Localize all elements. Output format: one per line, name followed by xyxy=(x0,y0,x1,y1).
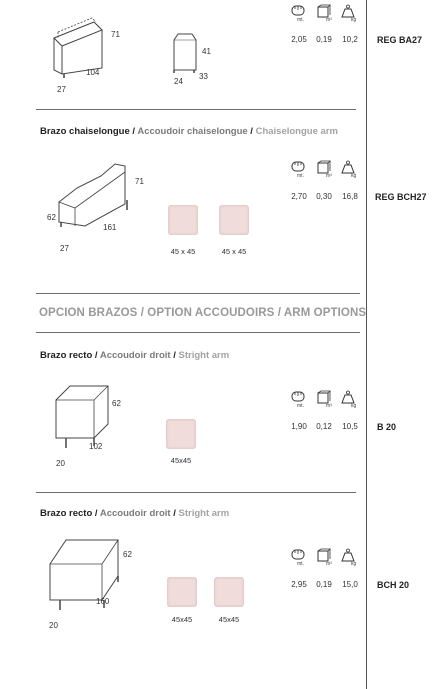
dim-side: 62 xyxy=(47,213,56,222)
box-height: 41 xyxy=(202,47,211,56)
dim-width: 102 xyxy=(89,442,103,451)
weight-icon xyxy=(341,4,361,26)
dim-height: 62 xyxy=(112,399,121,408)
volume-unit-label: m³ xyxy=(326,173,332,179)
title-es: Brazo chaiselongue xyxy=(40,126,130,137)
arm-drawing-1 xyxy=(44,8,124,88)
product-code-suffix: 27 xyxy=(412,35,423,45)
value-volume: 0,12 xyxy=(316,422,332,431)
value-weight: 16,8 xyxy=(342,192,358,201)
product-code: B 20 xyxy=(377,422,397,432)
straight-arm-long-drawing xyxy=(46,532,128,617)
volume-unit-label: m³ xyxy=(326,561,332,567)
value-volume: 0,19 xyxy=(316,35,332,44)
title-sep: / xyxy=(92,350,100,361)
title-sep: / xyxy=(247,126,256,137)
cushion-image xyxy=(219,205,249,235)
dim-height: 71 xyxy=(135,177,144,186)
volume-unit-label: m³ xyxy=(326,17,332,23)
product-code-suffix: 27 xyxy=(416,192,427,202)
length-icon xyxy=(289,390,309,412)
title-sep: / xyxy=(170,508,179,519)
title-sep: / xyxy=(129,126,138,137)
weight-unit-label: kg xyxy=(351,17,357,23)
box-width: 24 xyxy=(174,77,183,86)
dim-depth: 27 xyxy=(60,244,69,253)
length-unit-label: mt. xyxy=(297,17,304,23)
dim-height: 71 xyxy=(111,30,120,39)
section-rule xyxy=(36,492,356,493)
weight-unit-label: kg xyxy=(351,173,357,179)
cushion-image xyxy=(166,419,196,449)
value-volume: 0,19 xyxy=(316,580,332,589)
options-rule-bottom xyxy=(36,332,360,333)
title-fr: Accoudoir droit xyxy=(99,508,171,519)
title-fr: Accoudoir droit xyxy=(99,350,171,361)
column-divider xyxy=(366,0,367,689)
weight-unit-label: kg xyxy=(351,561,357,567)
value-length: 2,05 xyxy=(291,35,307,44)
cushion-image xyxy=(167,577,197,607)
dim-length: 161 xyxy=(103,223,117,232)
dim-width: 160 xyxy=(96,597,110,606)
volume-icon xyxy=(316,548,336,570)
cushion-image xyxy=(168,205,198,235)
product-code-prefix: REG BCH xyxy=(375,192,417,202)
chaiselongue-arm-drawing xyxy=(55,160,135,240)
product-code-prefix: REG BA xyxy=(377,35,413,45)
product-code: BCH 20 xyxy=(377,580,410,590)
box-depth: 33 xyxy=(199,72,208,81)
title-es: Brazo recto xyxy=(40,508,93,519)
section-rule xyxy=(36,109,356,110)
cushion-size: 45 x 45 xyxy=(170,247,196,256)
cushion-size: 45x45 xyxy=(170,456,192,465)
dim-depth: 20 xyxy=(56,459,65,468)
options-title: OPCION BRAZOS / OPTION ACCOUDOIRS / ARM OPTIONS xyxy=(39,307,367,319)
weight-icon xyxy=(341,548,361,570)
volume-unit-label: m³ xyxy=(326,403,332,409)
product-code xyxy=(377,35,422,45)
length-unit-label: mt. xyxy=(297,403,304,409)
value-length: 2,70 xyxy=(291,192,307,201)
value-weight: 10,5 xyxy=(342,422,358,431)
length-unit-label: mt. xyxy=(297,173,304,179)
section-title xyxy=(40,126,338,137)
dim-depth: 20 xyxy=(49,621,58,630)
length-unit-label: mt. xyxy=(297,561,304,567)
cushion-size: 45x45 xyxy=(218,615,240,624)
cushion-size: 45 x 45 xyxy=(221,247,247,256)
title-en: Stright arm xyxy=(178,508,230,519)
title-sep: / xyxy=(170,350,179,361)
value-length: 2,95 xyxy=(291,580,307,589)
volume-icon xyxy=(316,390,336,412)
volume-icon xyxy=(316,160,336,182)
dim-width: 104 xyxy=(86,68,100,77)
title-en: Chaiselongue arm xyxy=(255,126,338,137)
length-icon xyxy=(289,160,309,182)
weight-icon xyxy=(341,390,361,412)
volume-icon xyxy=(316,4,336,26)
length-icon xyxy=(289,4,309,26)
title-fr: Accoudoir chaiselongue xyxy=(137,126,248,137)
options-rule-top xyxy=(36,293,360,294)
weight-unit-label: kg xyxy=(351,403,357,409)
product-code xyxy=(375,192,427,202)
value-volume: 0,30 xyxy=(316,192,332,201)
straight-arm-drawing xyxy=(52,380,122,455)
length-icon xyxy=(289,548,309,570)
box-drawing-1 xyxy=(170,32,200,76)
title-sep: / xyxy=(92,508,100,519)
cushion-image xyxy=(214,577,244,607)
title-en: Stright arm xyxy=(178,350,230,361)
dim-depth: 27 xyxy=(57,85,66,94)
value-weight: 15,0 xyxy=(342,580,358,589)
section-title xyxy=(40,350,229,361)
value-weight: 10,2 xyxy=(342,35,358,44)
weight-icon xyxy=(341,160,361,182)
section-title xyxy=(40,508,229,519)
cushion-size: 45x45 xyxy=(171,615,193,624)
dim-height: 62 xyxy=(123,550,132,559)
title-es: Brazo recto xyxy=(40,350,93,361)
value-length: 1,90 xyxy=(291,422,307,431)
